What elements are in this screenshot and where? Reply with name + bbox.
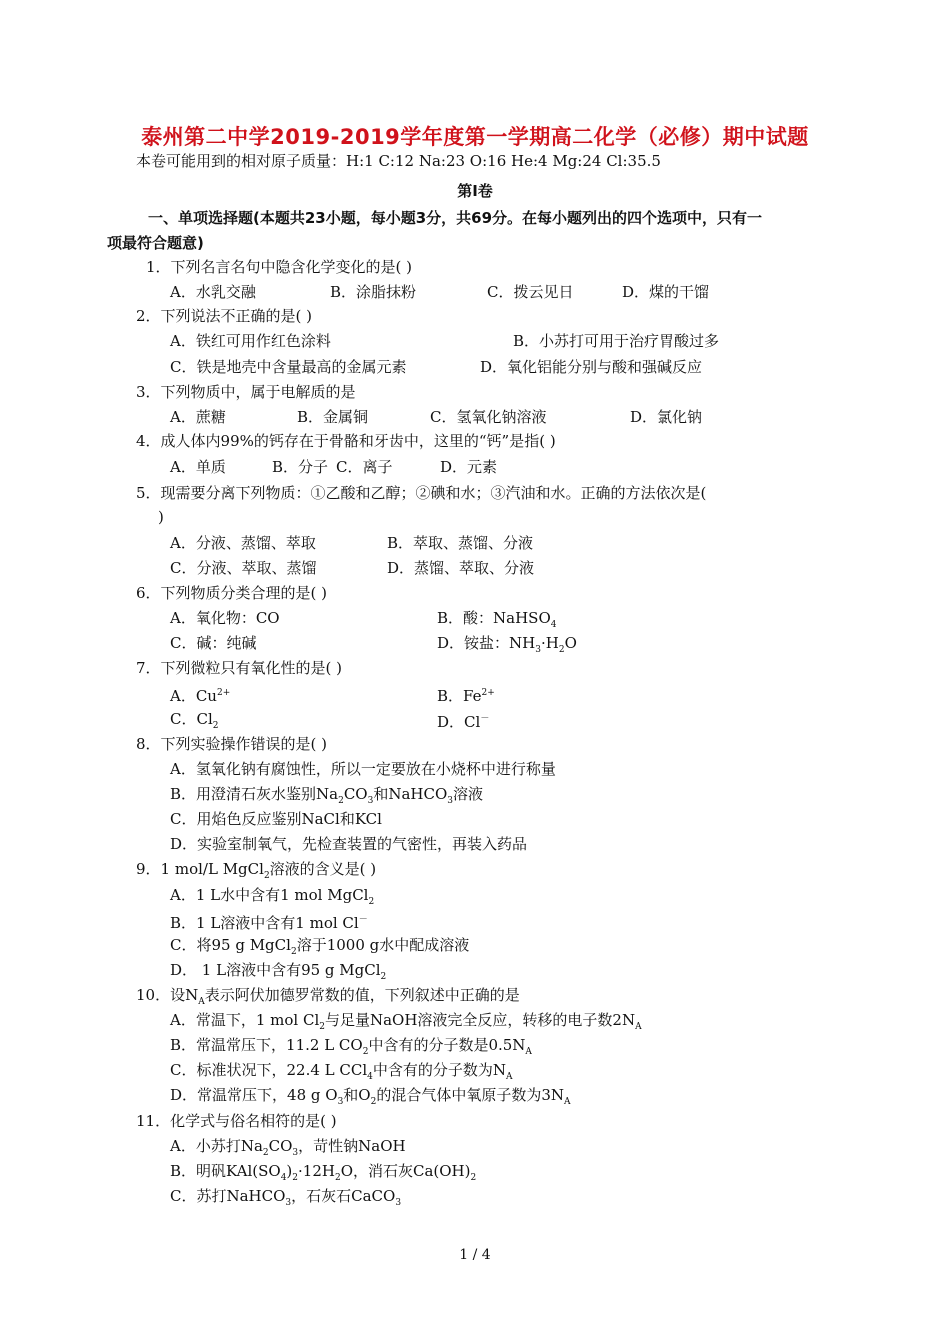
question-10-option-d: D．常温常压下，48 g $O_3$和$O_2$的混合气体中氧原子数为$3N_A$ — [170, 1086, 571, 1107]
part-title: 第Ⅰ卷 — [457, 182, 493, 200]
question-6-option-c: C．碱：纯碱 — [170, 634, 257, 652]
question-8-option-c: C．用焰色反应鉴别NaCl和KCl — [170, 810, 382, 828]
question-2-option-c: C．铁是地壳中含量最高的金属元素 — [170, 358, 407, 376]
question-10-option-a: A．常温下，1 mol $Cl_2$与足量NaOH溶液完全反应，转移的电子数$2N_A$ — [170, 1011, 642, 1032]
question-4-option-a: A．单质 — [170, 458, 226, 476]
question-1-option-d: D．煤的干馏 — [622, 283, 710, 301]
question-3-option-d: D．氯化钠 — [630, 408, 703, 426]
question-5-option-a: A．分液、蒸馏、萃取 — [170, 534, 316, 552]
question-2-option-b: B．小苏打可用于治疗胃酸过多 — [513, 332, 720, 350]
question-11-option-c: C．苏打NaHCO$_3$，石灰石CaCO$_3$ — [170, 1187, 402, 1208]
atomic-masses-note: 本卷可能用到的相对原子质量：H:1 C:12 Na:23 O:16 He:4 Mg:24 Cl:35.5 — [136, 152, 661, 170]
question-11-stem: 11．化学式与俗名相符的是( ) — [136, 1112, 337, 1130]
question-5-option-c: C．分液、萃取、蒸馏 — [170, 559, 317, 577]
question-6-option-d: D．铵盐：$NH_3\cdot H_2O$ — [437, 634, 577, 655]
question-6-option-a: A．氧化物：CO — [170, 609, 280, 627]
question-11-option-b: B．明矾$KAl(SO_4)_2\cdot 12H_2O$，消石灰$Ca(OH)_2$ — [170, 1162, 477, 1183]
question-6-option-b: B．酸：NaHSO$_4$ — [437, 609, 557, 630]
question-4-option-b: B．分子 — [272, 458, 329, 476]
question-3-option-c: C．氢氧化钠溶液 — [430, 408, 547, 426]
question-1-option-c: C．拨云见日 — [487, 283, 574, 301]
question-1-option-a: A．水乳交融 — [170, 283, 256, 301]
question-2-stem: 2．下列说法不正确的是( ) — [136, 307, 313, 325]
question-3-option-a: A．蔗糖 — [170, 408, 226, 426]
question-7-option-c: C．$Cl_2$ — [170, 710, 219, 731]
question-10-option-b: B．常温常压下，11.2 L $CO_2$中含有的分子数是$0.5N_A$ — [170, 1036, 532, 1057]
section-heading-line1: 一、单项选择题(本题共23小题，每小题3分，共69分。在每小题列出的四个选项中，只有一 — [148, 209, 763, 227]
question-9-stem: 9．1 mol/L MgCl$_2$溶液的含义是( ) — [136, 860, 377, 881]
question-8-stem: 8．下列实验操作错误的是( ) — [136, 735, 328, 753]
question-7-option-d: D．Cl－ — [437, 713, 490, 731]
question-11-option-a: A．小苏打$Na_2CO_3$，苛性钠NaOH — [170, 1137, 406, 1158]
question-8-option-d: D．实验室制氧气，先检查装置的气密性，再装入药品 — [170, 835, 528, 853]
question-7-stem: 7．下列微粒只有氧化性的是( ) — [136, 659, 343, 677]
question-9-option-c: C．将95 g MgCl$_2$溶于1000 g水中配成溶液 — [170, 936, 470, 957]
question-5-option-d: D．蒸馏、萃取、分液 — [387, 559, 535, 577]
question-3-stem: 3．下列物质中，属于电解质的是 — [136, 383, 356, 401]
question-9-option-d: D． 1 L溶液中含有95 g MgCl$_2$ — [170, 961, 387, 982]
question-2-option-a: A．铁红可用作红色涂料 — [170, 332, 331, 350]
question-5-option-b: B．萃取、蒸馏、分液 — [387, 534, 534, 552]
question-2-option-d: D．氧化铝能分别与酸和强碱反应 — [480, 358, 703, 376]
section-heading-line2: 项最符合题意) — [107, 234, 204, 252]
question-5-stem: 5．现需要分离下列物质：①乙酸和乙醇；②碘和水；③汽油和水。正确的方法依次是( — [136, 484, 707, 502]
question-4-stem: 4．成人体内99%的钙存在于骨骼和牙齿中，这里的“钙”是指( ) — [136, 432, 556, 450]
question-5-stem-end: ) — [158, 508, 164, 526]
exam-title: 泰州第二中学2019-2019学年度第一学期高二化学（必修）期中试题 — [141, 125, 809, 149]
question-9-option-a: A．1 L水中含有1 mol MgCl$_2$ — [170, 886, 375, 907]
question-3-option-b: B．金属铜 — [297, 408, 369, 426]
question-10-option-c: C．标准状况下，22.4 L CCl$_4$中含有的分子数为$N_A$ — [170, 1061, 513, 1082]
question-8-option-a: A．氢氧化钠有腐蚀性，所以一定要放在小烧杯中进行称量 — [170, 760, 556, 778]
question-10-stem: 10．设$N_A$表示阿伏加德罗常数的值，下列叙述中正确的是 — [136, 986, 520, 1007]
page-number: 1 / 4 — [459, 1247, 491, 1263]
question-7-option-a: A．$Cu^{2+}$ — [170, 687, 231, 705]
question-1-stem: 1．下列名言名句中隐含化学变化的是( ) — [146, 258, 413, 276]
question-7-option-b: B．$Fe^{2+}$ — [437, 687, 495, 705]
question-4-option-d: D．元素 — [440, 458, 498, 476]
question-4-option-c: C．离子 — [336, 458, 393, 476]
question-9-option-b: B．1 L溶液中含有1 mol Cl－ — [170, 914, 368, 932]
question-6-stem: 6．下列物质分类合理的是( ) — [136, 584, 328, 602]
question-1-option-b: B．涂脂抹粉 — [330, 283, 417, 301]
question-8-option-b: B．用澄清石灰水鉴别$Na_2CO_3$和NaHCO$_3$溶液 — [170, 785, 484, 806]
